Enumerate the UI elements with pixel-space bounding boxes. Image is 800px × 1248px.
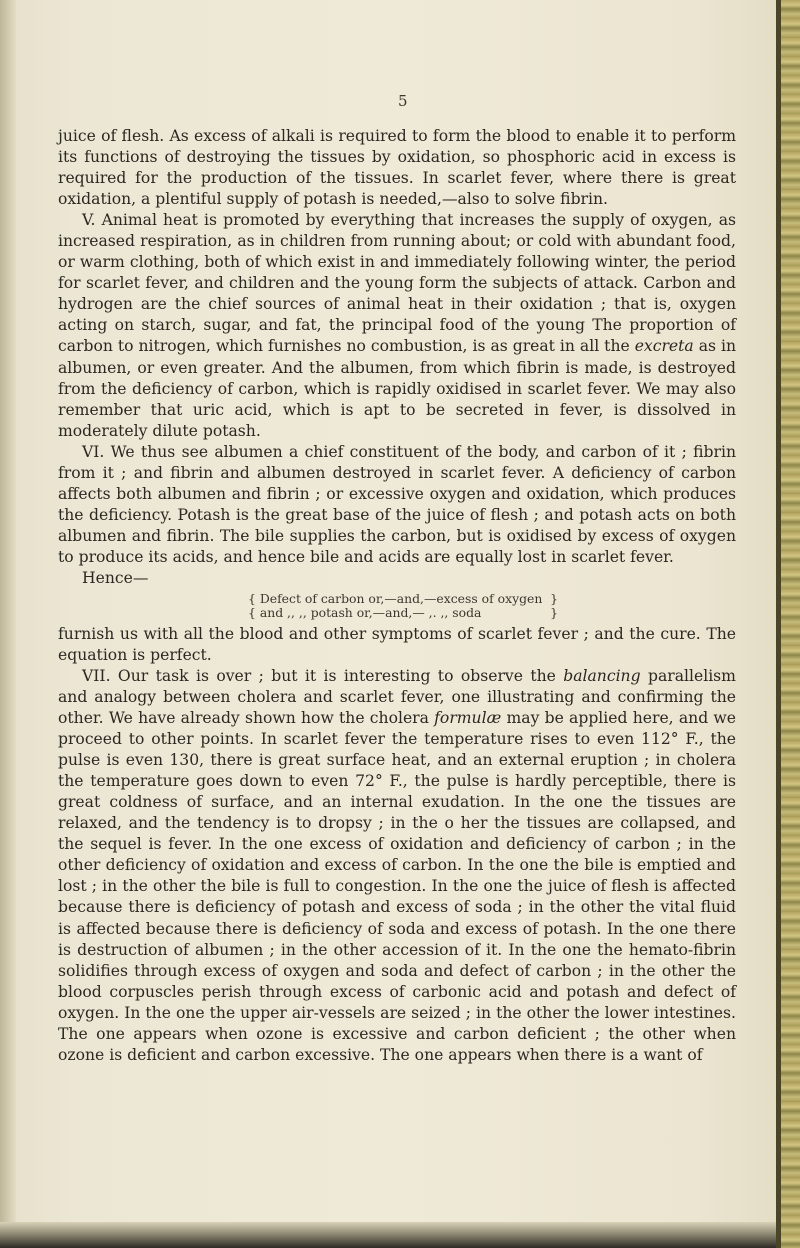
equation-row — [248, 592, 558, 606]
paragraphs-after-equation — [58, 624, 736, 1066]
text-run: VI. We thus see albumen a chief constituent of the body, and carbon of it ; fibrin from it ; and fibrin and albumen destroyed in scarlet fever. A deficiency of carbon affects both albumen and fibrin ; or excessive oxygen and oxidation, which produces the deficiency. Potash is the great base of the juice of flesh ; and potash acts on both albumen and fibrin. The bile supplies the carbon, but is oxidised by excess of oxygen to produce its acids, and hence bile and acids are equally lost in scarlet fever. — [58, 442, 736, 566]
equation-block — [248, 592, 558, 621]
paragraph-section-v — [58, 210, 736, 442]
equation-row-2-brace: } — [550, 605, 558, 621]
paragraph-opening — [58, 126, 736, 210]
page-number: 5 — [398, 92, 408, 110]
equation-row-1-brace: } — [550, 591, 558, 607]
text-run: furnish us with all the blood and other symptoms of scarlet fever ; and the cure. The equation is perfect. — [58, 624, 736, 664]
text-run: parallelism and analogy between cholera and scarlet fever, one illustrating and confirming the other. We have already shown how the cholera — [58, 666, 736, 728]
equation-row — [248, 606, 558, 620]
equation-row-2-text: { and ,, ,, potash or,—and,— ,. ,, soda — [248, 605, 482, 621]
book-binding-edge — [776, 0, 800, 1248]
text-run: as in albumen, or even greater. And the albumen, from which fibrin is made, is destroyed from the deficiency of carbon, which is rapidly oxidised in scarlet fever. We may also remember that uric acid, which is apt to be secreted in fever, is dissolved in moderately dilute potash. — [58, 337, 737, 440]
italic-text: formulæ — [434, 709, 502, 728]
text-run: Hence— — [82, 568, 149, 587]
paragraphs-before-equation — [58, 126, 736, 589]
paragraph-section-vi — [58, 442, 736, 568]
equation-row-1-text: { Defect of carbon or,—and,—excess of oxygen — [248, 591, 543, 607]
italic-text: excreta — [634, 337, 694, 356]
paragraph-hence — [58, 568, 736, 589]
text-run: may be applied here, and we proceed to other points. In scarlet fever the temperature rises to even 112° F., the pulse is even 130, there is great surface heat, and an external eruption ; in cholera the temperature goes down to even 72° F., the pulse is hardly perceptible, there is great coldness of surface, and an internal exudation. In the one the tissues are relaxed, and the tendency is to dropsy ; in the o her the tissues are collapsed, and the sequel is fever. In the one excess of oxidation and deficiency of carbon ; in the other deficiency of oxidation and excess of carbon. In the one the bile is emptied and lost ; in the other the bile is full to congestion. In the one the juice of flesh is affected because there is deficiency of potash and excess of soda ; in the other the vital fluid is affected because there is deficiency of soda and excess of potash. In the one there is destruction of albumen ; in the other accession of it. In the one the hemato-fibrin solidifies through excess of oxygen and soda and defect of carbon ; in the other the blood corpuscles perish through excess of carbonic acid and potash and defect of oxygen. In the one the upper air-vessels are seized ; in the other the lower intestines. The one appears when ozone is excessive and carbon deficient ; the other when ozone is deficient and carbon excessive. The one appears when there is a want of — [58, 709, 736, 1064]
page-gutter-shadow — [0, 0, 16, 1248]
text-run: juice of flesh. As excess of alkali is required to form the blood to enable it to perform its functions of destroying the tissues by oxidation, so phosphoric acid in excess is required for the production of the tissues. In scarlet fever, where there is great oxidation, a plentiful supply of potash is needed,—also to solve fibrin. — [58, 127, 736, 209]
text-run: V. Animal heat is promoted by everything that increases the supply of oxygen, as increased respiration, as in children from running about; or cold with abundant food, or warm clothing, both of which exist in and immediately following winter, the period for scarlet fever, and children and the young form the subjects of attack. Carbon and hydrogen are the chief sources of animal heat in their oxidation ; that is, oxygen acting on starch, sugar, and fat, the principal food of the young The proportion of carbon to nitrogen, which furnishes no combustion, is as great in all the — [58, 211, 736, 356]
text-run: VII. Our task is over ; but it is interesting to observe the — [82, 666, 564, 685]
paragraph-section-vii — [58, 666, 736, 1066]
italic-text: balancing — [563, 666, 641, 685]
body-text — [58, 126, 736, 1066]
page-bottom-edge — [0, 1222, 776, 1248]
paragraph-furnish — [58, 624, 736, 666]
